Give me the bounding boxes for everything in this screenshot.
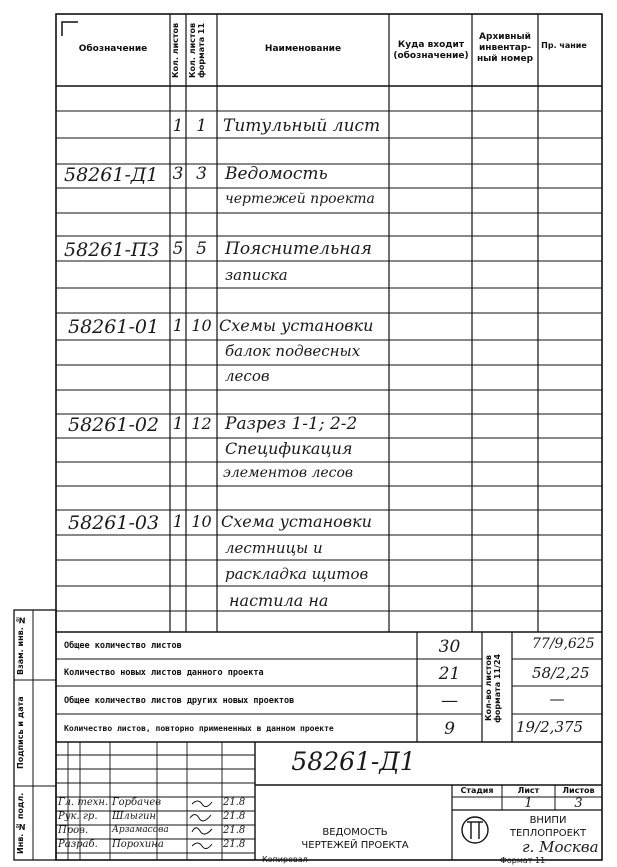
row-sheets: 1: [172, 316, 184, 336]
col-header-sheets-count: Кол. листов: [171, 22, 180, 78]
person-role: Гл. техн.: [58, 797, 109, 808]
summary-value: 9: [444, 719, 455, 739]
row-name-line: Пояснительная: [225, 239, 372, 259]
summary-value: 21: [438, 664, 461, 684]
summary-right-value: 58/2,25: [532, 664, 590, 682]
teploproekt-logo-icon: [462, 817, 488, 843]
summary-right-value: —: [549, 690, 565, 708]
person-role: Рук. гр.: [58, 811, 98, 822]
person-name: Горбачев: [112, 797, 162, 808]
row-name-line: Схема установки: [221, 512, 372, 531]
person-name: Шлыгин: [112, 811, 157, 822]
summary-value: —: [441, 691, 458, 711]
side-label-inv: Инв. № подл.: [16, 792, 25, 854]
person-date: 21.8: [223, 797, 246, 808]
row-name-line: чертежей проекта: [225, 191, 375, 207]
person-date: 21.8: [223, 839, 246, 850]
row-designation: 58261-01: [68, 316, 160, 338]
row-designation: 58261-02: [68, 414, 160, 436]
sheets-value: 3: [574, 796, 583, 811]
summary-right-value: 19/2,375: [516, 718, 584, 736]
footer-copied: Копировал: [262, 855, 308, 864]
col-header-included-in: Куда входит (обозначение): [393, 40, 469, 61]
footer-format: Формат 11: [500, 856, 546, 865]
row-sheets: 5: [172, 239, 184, 259]
summary-label: Общее количество листов других новых проектов: [64, 696, 295, 706]
row-sheets: 1: [172, 116, 184, 136]
row-designation: 58261-03: [68, 512, 160, 534]
org-name: ВНИПИ: [529, 815, 567, 826]
row-name-line: Разрез 1-1; 2-2: [225, 414, 358, 434]
row-name-line: настила на: [229, 591, 329, 610]
row-sheets: 3: [172, 164, 184, 184]
person-role: Пров.: [58, 825, 89, 836]
side-label-podp: Подпись и дата: [16, 696, 25, 770]
row-name-line: Ведомость: [225, 164, 328, 184]
person-date: 21.8: [223, 811, 246, 822]
stage-label: Стадия: [460, 786, 494, 795]
row-name-line: лестницы и: [225, 539, 323, 557]
row-name-line: Схемы установки: [219, 316, 374, 335]
col-header-archive: Архивный инвентар- ный номер: [476, 32, 534, 64]
summary-label: Количество листов, повторно примененных в данном проекте: [64, 724, 334, 733]
drawing-code: 58261-Д1: [291, 747, 416, 776]
org-name: ТЕПЛОПРОЕКТ: [509, 828, 587, 839]
sheets-label: Листов: [562, 786, 595, 795]
summary-value: 30: [438, 637, 461, 657]
sheet-label: Лист: [517, 786, 540, 795]
col-header-sheets-format: Кол. листов формата 11: [188, 22, 206, 78]
doc-title-line1: ВЕДОМОСТЬ: [322, 827, 388, 838]
row-format: 1: [196, 116, 207, 136]
row-name-line: балок подвесных: [225, 342, 361, 360]
person-role: Разраб.: [58, 839, 98, 850]
row-format: 10: [191, 512, 212, 531]
row-name-line: раскладка щитов: [225, 565, 369, 583]
city: г. Москва: [522, 838, 599, 856]
row-format: 12: [191, 414, 212, 433]
row-format: 5: [196, 239, 207, 259]
row-name-line: лесов: [225, 367, 270, 385]
summary-format-label: Кол-во листов формата 11/24: [484, 653, 502, 723]
col-header-note: Пр. чание: [541, 41, 587, 50]
col-header-designation: Обозначение: [78, 44, 148, 54]
row-designation: 58261-ПЗ: [64, 239, 160, 261]
summary-label: Количество новых листов данного проекта: [64, 668, 264, 678]
sheet-value: 1: [524, 796, 533, 811]
row-name-line: записка: [225, 266, 288, 284]
summary-right-value: 77/9,625: [532, 636, 595, 652]
row-name-line: Титульный лист: [223, 116, 381, 136]
corner-mark: [62, 22, 78, 36]
row-name-line: Спецификация: [225, 439, 353, 458]
person-date: 21.8: [223, 825, 246, 836]
row-format: 10: [191, 316, 212, 335]
summary-label: Общее количество листов: [64, 641, 182, 651]
side-label-vzam: Взам. инв. №: [16, 615, 25, 675]
person-name: Арзамасова: [112, 825, 169, 835]
row-sheets: 1: [172, 512, 184, 532]
doc-title-line2: ЧЕРТЕЖЕЙ ПРОЕКТА: [301, 840, 409, 851]
row-format: 3: [196, 164, 207, 184]
row-name-line: элементов лесов: [223, 465, 354, 481]
col-header-name: Наименование: [264, 44, 342, 54]
row-designation: 58261-Д1: [64, 164, 159, 186]
person-name: Порохина: [112, 839, 164, 850]
row-sheets: 1: [172, 414, 184, 434]
